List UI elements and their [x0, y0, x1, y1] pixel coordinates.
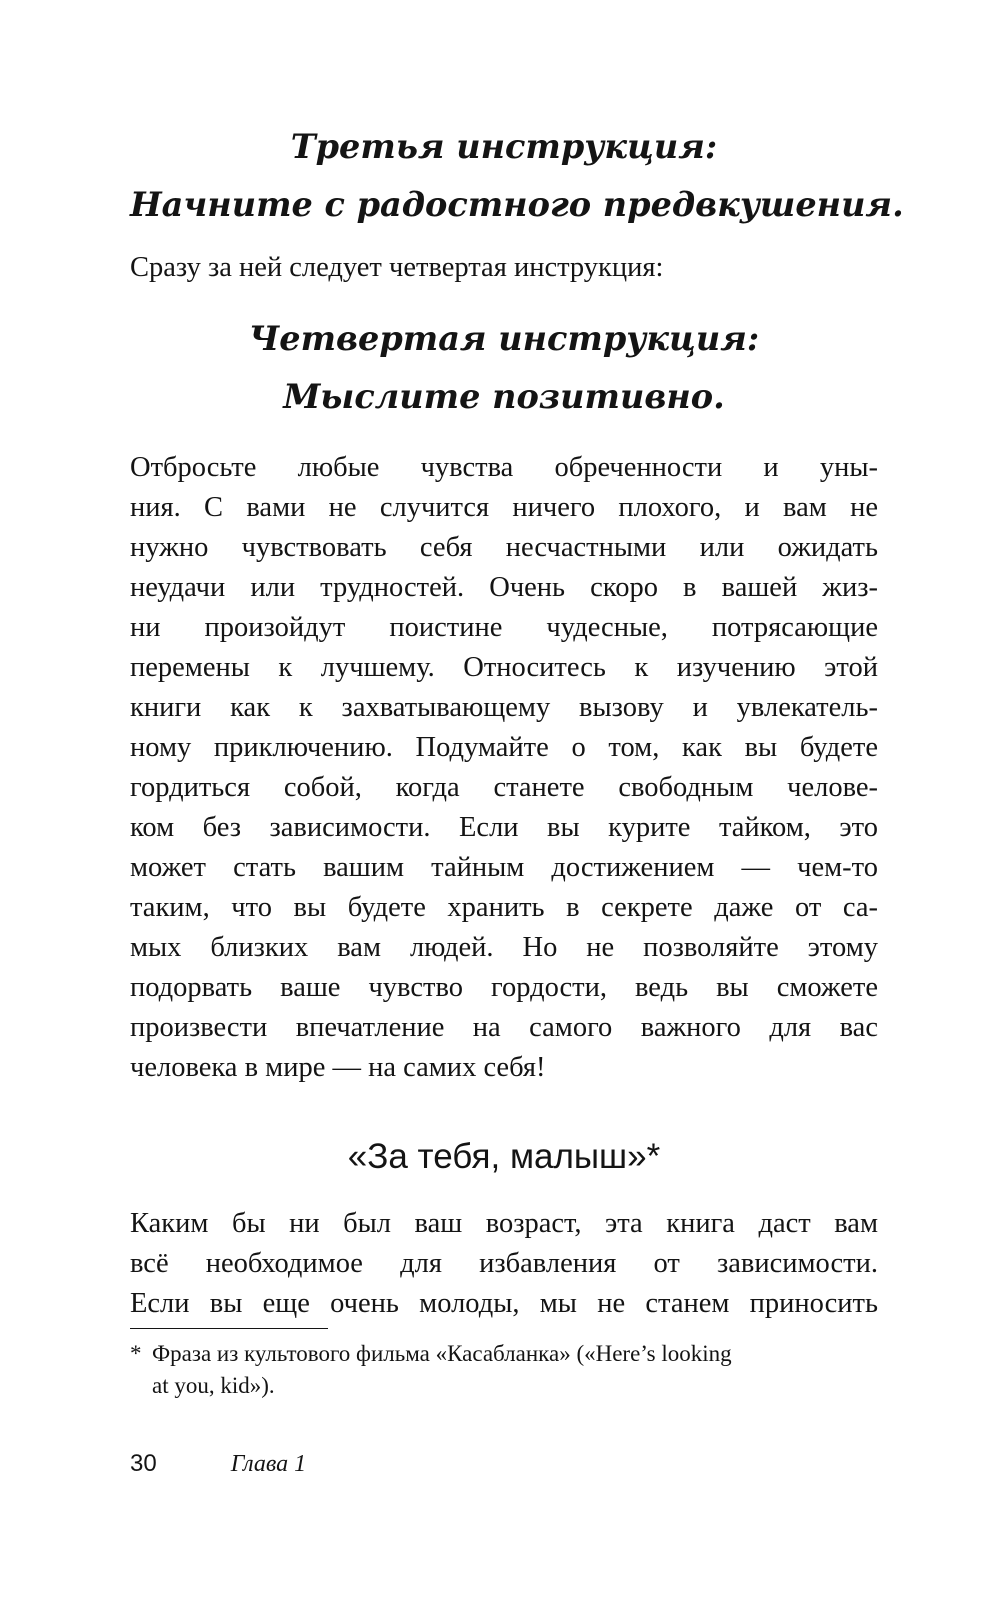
- text-line: книги как к захватывающему вызову и увлекатель-: [130, 692, 878, 723]
- text-line: может стать вашим тайным достижением — чем-то: [130, 852, 878, 883]
- text-line: ному приключению. Подумайте о том, как вы будете: [130, 732, 878, 763]
- footnote-line-2: at you, kid»).: [152, 1373, 275, 1398]
- footnote: [130, 1338, 878, 1402]
- text-line: гордиться собой, когда станете свободным челове-: [130, 772, 878, 803]
- instruction-3-heading: [130, 118, 904, 234]
- text-line: Если вы еще очень молоды, мы не станем приносить: [130, 1288, 878, 1319]
- instruction-3-title: Третья инструкция:: [290, 127, 718, 166]
- text-line: мых близких вам людей. Но не позволяйте этому: [130, 932, 878, 963]
- text-line: человека в мире — на самих себя!: [130, 1052, 546, 1083]
- footnote-marker: *: [130, 1341, 142, 1366]
- footnote-line-1: [130, 1338, 878, 1370]
- footnote-divider: [130, 1328, 328, 1329]
- text-line: неудачи или трудностей. Очень скоро в вашей жиз-: [130, 572, 878, 603]
- text-line: Отбросьте любые чувства обреченности и уны-: [130, 452, 878, 483]
- page-footer: [130, 1446, 306, 1481]
- text-line: подорвать ваше чувство гордости, ведь вы сможете: [130, 972, 878, 1003]
- text-line: ни произойдут поистине чудесные, потрясающие: [130, 612, 878, 643]
- instruction-3-text: Начните с радостного предвкушения.: [130, 185, 904, 224]
- instruction-4-text: Мыслите позитивно.: [283, 377, 725, 416]
- footnote-text: Фраза из культового фильма «Касабланка» («Here’s looking: [152, 1341, 732, 1366]
- text-line: всё необходимое для избавления от зависимости.: [130, 1248, 878, 1279]
- page-number: 30: [130, 1450, 157, 1477]
- intro-line: Сразу за ней следует четвертая инструкция:: [130, 252, 664, 283]
- text-line: Каким бы ни был ваш возраст, эта книга даст вам: [130, 1208, 878, 1239]
- paragraph-positive-thinking: [130, 448, 878, 1088]
- text-line: ния. С вами не случится ничего плохого, и вам не: [130, 492, 878, 523]
- paragraph-age: [130, 1204, 878, 1324]
- text-line: произвести впечатление на самого важного для вас: [130, 1012, 878, 1043]
- instruction-4-title: Четвертая инструкция:: [248, 319, 760, 358]
- text-line: ком без зависимости. Если вы курите тайком, это: [130, 812, 878, 843]
- text-line: нужно чувствовать себя несчастными или ожидать: [130, 532, 878, 563]
- section-heading: «За тебя, малыш»*: [347, 1137, 661, 1176]
- text-line: перемены к лучшему. Относитесь к изучению этой: [130, 652, 878, 683]
- text-line: таким, что вы будете хранить в секрете даже от са-: [130, 892, 878, 923]
- instruction-4-heading: [130, 310, 878, 426]
- chapter-running-head: Глава 1: [230, 1451, 307, 1477]
- book-page: [130, 0, 904, 1600]
